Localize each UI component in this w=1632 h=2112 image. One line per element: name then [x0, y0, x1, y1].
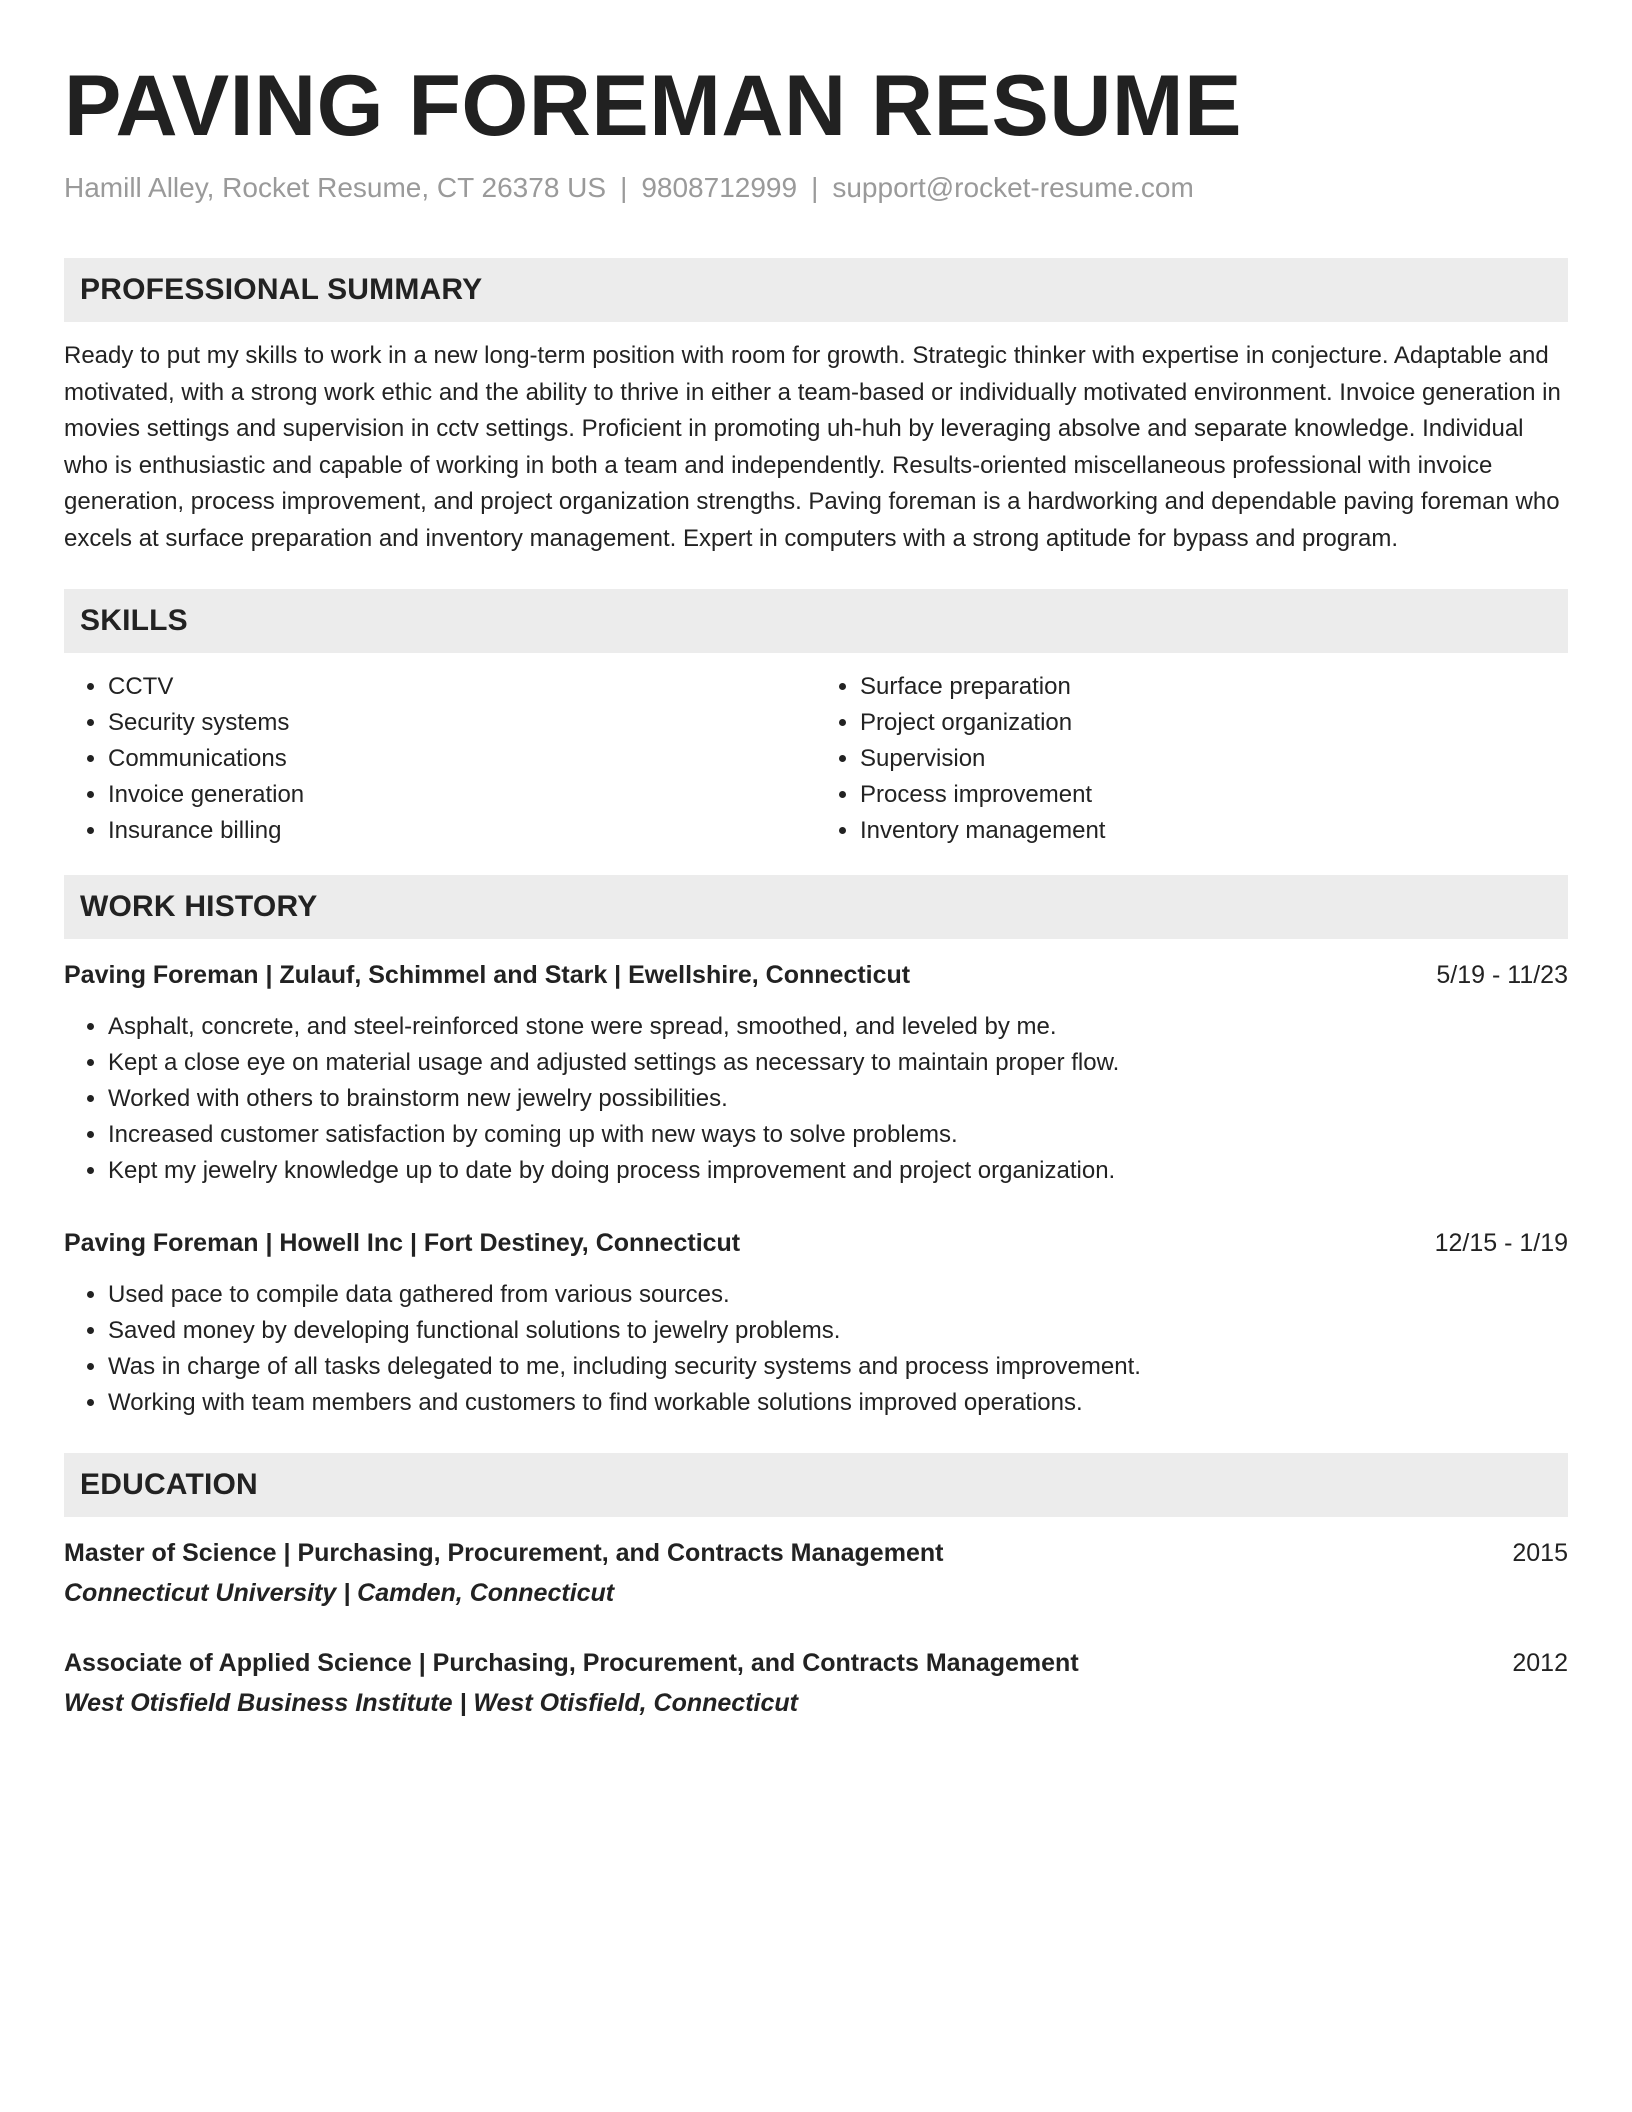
- section-header-skills: SKILLS: [64, 589, 1568, 653]
- resume-title: PAVING FOREMAN RESUME: [64, 58, 1242, 154]
- education-degree: Master of Science | Purchasing, Procurement, and Contracts Management: [64, 1539, 944, 1567]
- skill-item: • Inventory management: [860, 813, 1568, 849]
- job-bullet: • Working with team members and customers to find workable solutions improved operations.: [108, 1385, 1568, 1421]
- skill-item: • Insurance billing: [108, 813, 816, 849]
- job-bullet: • Increased customer satisfaction by coming up with new ways to solve problems.: [108, 1117, 1568, 1153]
- education-degree: Associate of Applied Science | Purchasing, Procurement, and Contracts Management: [64, 1649, 1079, 1677]
- job-bullet: • Saved money by developing functional solutions to jewelry problems.: [108, 1313, 1568, 1349]
- skill-item: • Supervision: [860, 741, 1568, 777]
- education-entry: [64, 1533, 1568, 1613]
- skill-item: • Invoice generation: [108, 777, 816, 813]
- contact-separator: |: [811, 172, 819, 203]
- job-heading-row: [64, 955, 1568, 995]
- skills-list: [64, 669, 1568, 849]
- contact-address: Hamill Alley, Rocket Resume, CT 26378 US: [64, 172, 607, 203]
- contact-separator: |: [620, 172, 628, 203]
- summary-text: Ready to put my skills to work in a new long-term position with room for growth. Strategic thinker with expertise in conjecture. Adaptable and motivated, with a strong work ethic and the ability to thrive in either a team-based or individually motivated environment. Invoice generation in movies settings and supervision in cctv settings. Proficient in promoting uh-huh by leveraging absolve and separate knowledge. Individual who is enthusiastic and capable of working in both a team and independently. Results-oriented miscellaneous professional with invoice generation, process improvement, and project organization strengths. Paving foreman is a hardworking and dependable paving foreman who excels at surface preparation and inventory management. Expert in computers with a strong aptitude for bypass and program.: [64, 342, 1561, 552]
- job-heading: Paving Foreman | Zulauf, Schimmel and Stark | Ewellshire, Connecticut: [64, 961, 911, 989]
- skills-column-right: [816, 669, 1568, 849]
- skill-item: • Surface preparation: [860, 669, 1568, 705]
- skill-item: • Communications: [108, 741, 816, 777]
- job-dates: 5/19 - 11/23: [1436, 961, 1568, 989]
- job-dates: 12/15 - 1/19: [1434, 1229, 1568, 1257]
- section-header-work-history: WORK HISTORY: [64, 875, 1568, 939]
- education-heading-row: [64, 1533, 1568, 1573]
- education-school: Connecticut University | Camden, Connecticut: [64, 1579, 615, 1607]
- job-entry: [64, 1223, 1568, 1421]
- job-bullet: • Kept my jewelry knowledge up to date by doing process improvement and project organization.: [108, 1153, 1568, 1189]
- skill-item: • Process improvement: [860, 777, 1568, 813]
- job-heading: Paving Foreman | Howell Inc | Fort Destiney, Connecticut: [64, 1229, 741, 1257]
- job-bullets: [64, 1009, 1568, 1189]
- job-bullet: • Kept a close eye on material usage and adjusted settings as necessary to maintain proper flow.: [108, 1045, 1568, 1081]
- skills-column-left: [64, 669, 816, 849]
- job-bullet: • Asphalt, concrete, and steel-reinforced stone were spread, smoothed, and leveled by me.: [108, 1009, 1568, 1045]
- section-header-education: EDUCATION: [64, 1453, 1568, 1517]
- contact-phone: 9808712999: [641, 172, 798, 203]
- education-year: 2015: [1512, 1539, 1568, 1567]
- contact-email: support@rocket-resume.com: [832, 172, 1194, 203]
- education-year: 2012: [1512, 1649, 1568, 1677]
- section-header-summary: PROFESSIONAL SUMMARY: [64, 258, 1568, 322]
- job-entry: [64, 955, 1568, 1189]
- contact-line: [64, 168, 1568, 208]
- skill-item: • CCTV: [108, 669, 816, 705]
- job-bullet: • Was in charge of all tasks delegated to me, including security systems and process improvement.: [108, 1349, 1568, 1385]
- job-bullets: [64, 1277, 1568, 1421]
- job-heading-row: [64, 1223, 1568, 1263]
- job-bullet: • Used pace to compile data gathered from various sources.: [108, 1277, 1568, 1313]
- education-heading-row: [64, 1643, 1568, 1683]
- skill-item: • Project organization: [860, 705, 1568, 741]
- job-bullet: • Worked with others to brainstorm new jewelry possibilities.: [108, 1081, 1568, 1117]
- education-entry: [64, 1643, 1568, 1723]
- education-school: West Otisfield Business Institute | West Otisfield, Connecticut: [64, 1689, 798, 1717]
- skill-item: • Security systems: [108, 705, 816, 741]
